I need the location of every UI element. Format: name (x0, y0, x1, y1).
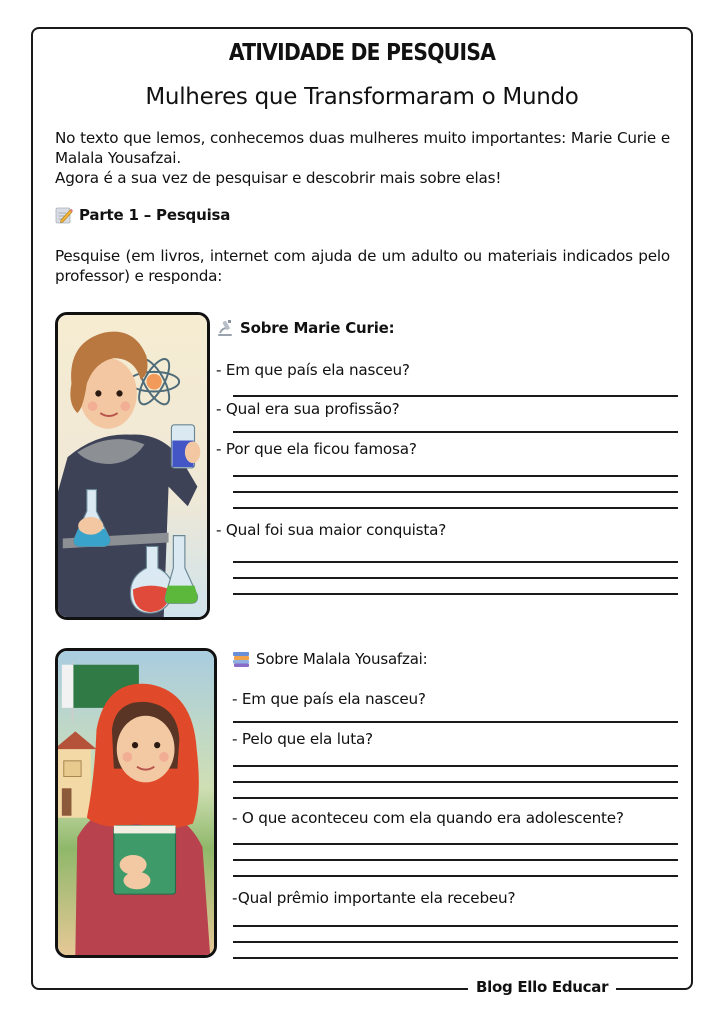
answer-line[interactable] (233, 797, 678, 799)
books-icon (232, 650, 250, 668)
question-mc-3: - Por que ela ficou famosa? (216, 440, 417, 458)
malala-yousafzai-illustration (55, 648, 217, 958)
intro-line-1: No texto que lemos, conhecemos duas mulheres muito importantes: Marie Curie e Malala Yousafzai. (55, 129, 670, 167)
malala-heading-label: Sobre Malala Yousafzai: (256, 650, 428, 668)
part-1-heading (55, 206, 230, 224)
footer-brand: Blog Ello Educar (468, 978, 616, 996)
answer-line[interactable] (233, 431, 678, 433)
marie-curie-illustration (55, 312, 210, 620)
part-1-heading-label: Parte 1 – Pesquisa (79, 206, 231, 224)
marie-curie-heading-label: Sobre Marie Curie: (240, 319, 395, 337)
answer-line[interactable] (233, 875, 678, 877)
answer-line[interactable] (233, 475, 678, 477)
answer-line[interactable] (233, 577, 678, 579)
instructions-text: Pesquise (em livros, internet com ajuda de um adulto ou materiais indicados pelo professor) e responda: (55, 247, 670, 285)
question-mc-4: - Qual foi sua maior conquista? (216, 521, 447, 539)
page-title: ATIVIDADE DE PESQUISA (228, 40, 496, 66)
answer-line[interactable] (233, 925, 678, 927)
answer-line[interactable] (233, 721, 678, 723)
answer-line[interactable] (233, 561, 678, 563)
question-my-4: -Qual prêmio importante ela recebeu? (232, 889, 516, 907)
answer-line[interactable] (233, 843, 678, 845)
question-my-1: - Em que país ela nasceu? (232, 690, 426, 708)
malala-heading (232, 650, 428, 668)
answer-line[interactable] (233, 491, 678, 493)
answer-line[interactable] (233, 957, 678, 959)
page-subtitle: Mulheres que Transformaram o Mundo (145, 84, 579, 110)
answer-line[interactable] (233, 859, 678, 861)
answer-line[interactable] (233, 781, 678, 783)
answer-line[interactable] (233, 593, 678, 595)
answer-line[interactable] (233, 941, 678, 943)
microscope-icon (216, 319, 234, 337)
answer-line[interactable] (233, 507, 678, 509)
question-mc-1: - Em que país ela nasceu? (216, 361, 410, 379)
question-mc-2: - Qual era sua profissão? (216, 400, 400, 418)
question-my-2: - Pelo que ela luta? (232, 730, 373, 748)
memo-pencil-icon (55, 206, 73, 224)
marie-curie-heading (216, 319, 394, 337)
answer-line[interactable] (233, 765, 678, 767)
question-my-3: - O que aconteceu com ela quando era adolescente? (232, 809, 624, 827)
answer-line[interactable] (233, 395, 678, 397)
intro-line-2: Agora é a sua vez de pesquisar e descobrir mais sobre elas! (55, 169, 502, 187)
intro-text (55, 128, 670, 188)
